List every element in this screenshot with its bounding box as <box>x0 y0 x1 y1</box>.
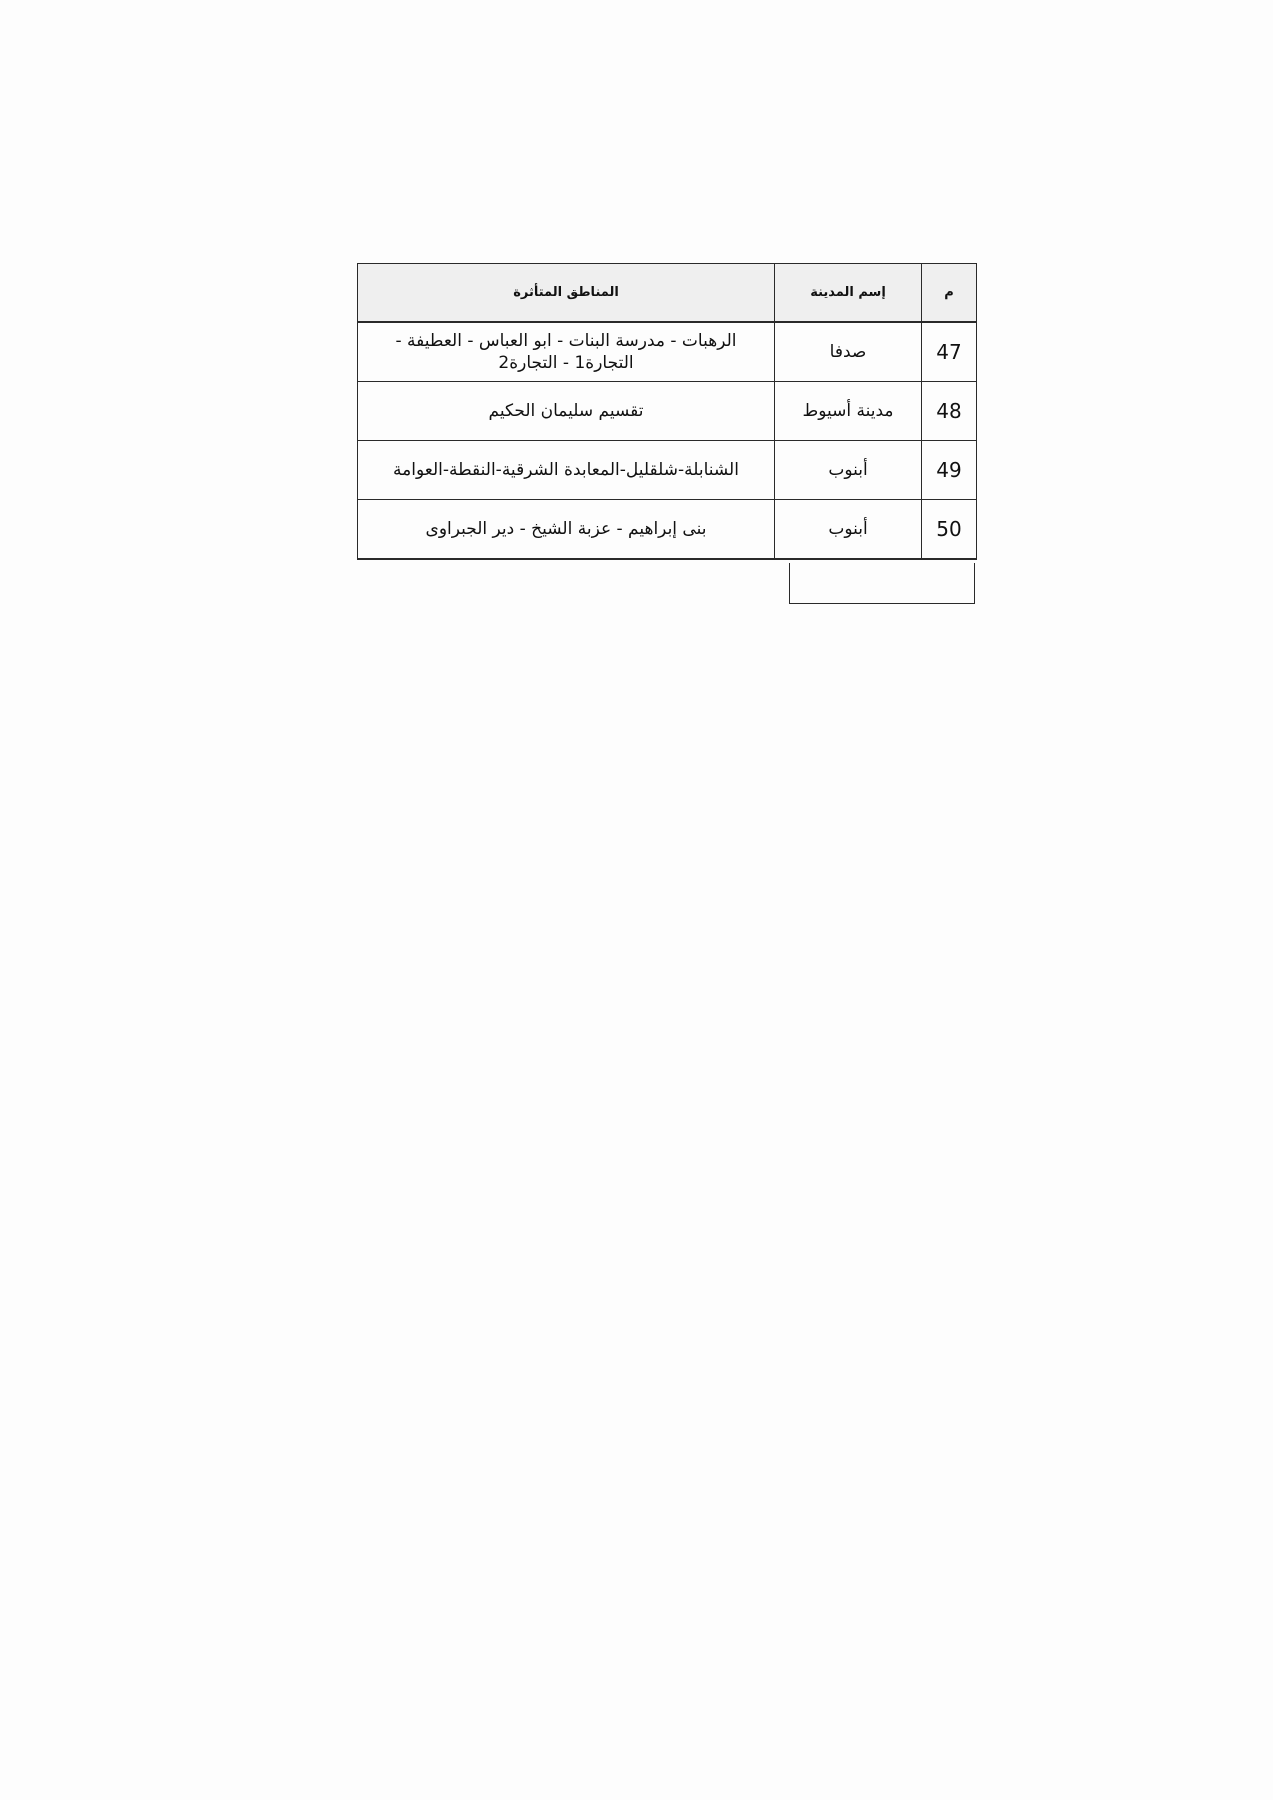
row-areas: تقسيم سليمان الحكيم <box>358 382 775 441</box>
header-number: م <box>922 264 977 323</box>
table-row <box>358 441 977 500</box>
table-header-row <box>358 264 977 323</box>
row-city: مدينة أسيوط <box>775 382 922 441</box>
row-number: 47 <box>922 322 977 382</box>
row-city: صدفا <box>775 322 922 382</box>
table-row <box>358 322 977 382</box>
affected-areas-table <box>357 263 977 560</box>
row-areas: الرهبات - مدرسة البنات - ابو العباس - العطيفة - التجارة1 - التجارة2 <box>358 322 775 382</box>
row-number: 49 <box>922 441 977 500</box>
row-number: 50 <box>922 500 977 560</box>
row-areas: الشنابلة-شلقليل-المعابدة الشرقية-النقطة-العوامة <box>358 441 775 500</box>
empty-trailing-cell <box>789 563 975 604</box>
row-city: أبنوب <box>775 500 922 560</box>
header-affected-areas: المناطق المتأثرة <box>358 264 775 323</box>
header-city-name: إسم المدينة <box>775 264 922 323</box>
table-row <box>358 500 977 560</box>
row-city: أبنوب <box>775 441 922 500</box>
row-areas: بنى إبراهيم - عزبة الشيخ - دير الجبراوى <box>358 500 775 560</box>
table-row <box>358 382 977 441</box>
row-number: 48 <box>922 382 977 441</box>
